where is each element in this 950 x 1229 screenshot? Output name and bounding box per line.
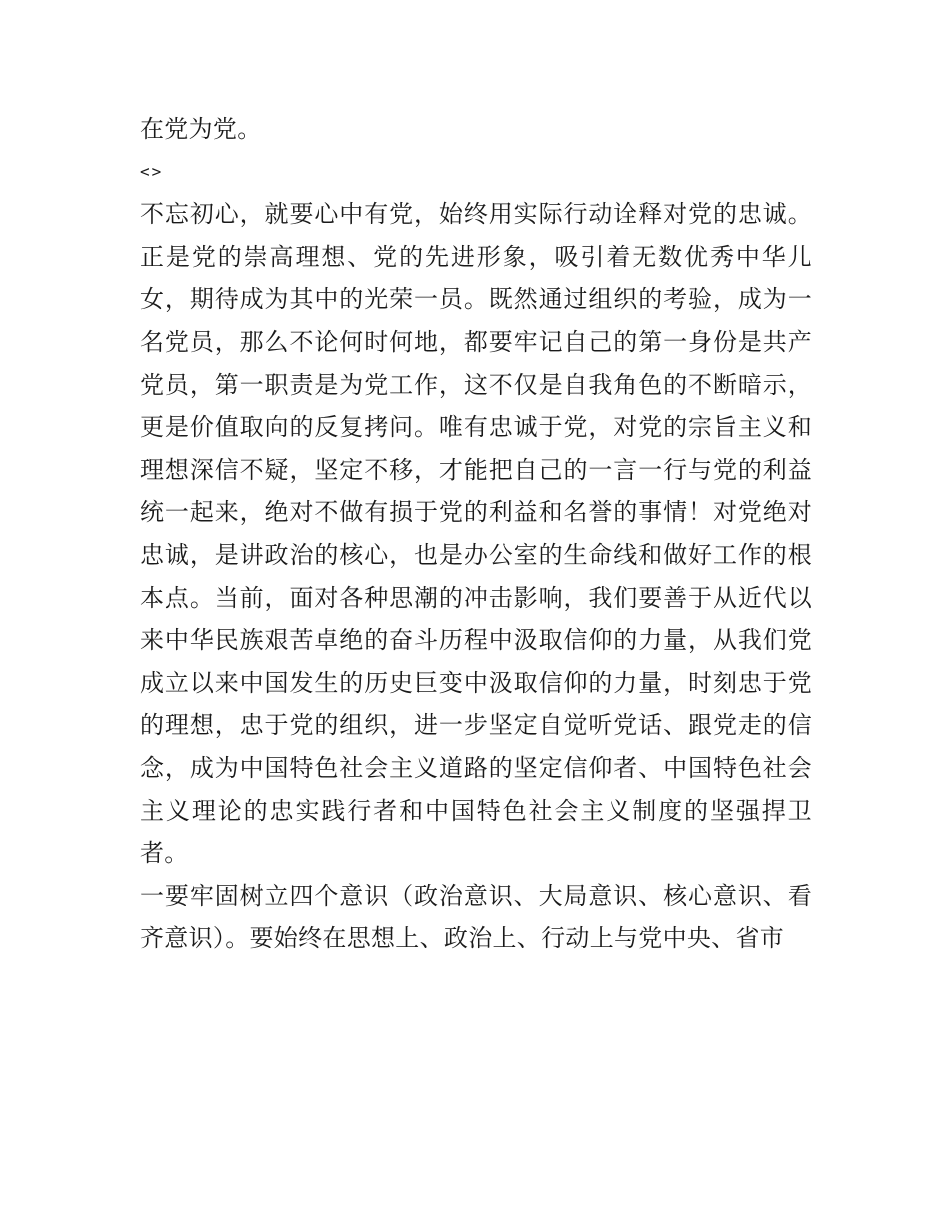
paragraph-closing-line: 在党为党。 (140, 115, 262, 143)
paragraph-marker: <> (140, 161, 164, 181)
paragraph-four-consciousness: 一要牢固树立四个意识（政治意识、大局意识、核心意识、看齐意识）。要始终在思想上、政治上、行动上与党中央、省市 (140, 881, 812, 953)
paragraph-loyalty: 不忘初心，就要心中有党，始终用实际行动诠释对党的忠诚。正是党的崇高理想、党的先进形象，吸引着无数优秀中华儿女，期待成为其中的光荣一员。既然通过组织的考验，成为一名党员，那么不论何时何地，都要牢记自己的第一身份是共产党员，第一职责是为党工作，这不仅是自我角色的不断暗示，更是价值取向的反复拷问。唯有忠诚于党，对党的宗旨主义和理想深信不疑，坚定不移，才能把自己的一言一行与党的利益统一起来，绝对不做有损于党的利益和名誉的事情！对党绝对忠诚，是讲政治的核心，也是办公室的生命线和做好工作的根本点。当前，面对各种思潮的冲击影响，我们要善于从近代以来中华民族艰苦卓绝的奋斗历程中汲取信仰的力量，从我们党成立以来中国发生的历史巨变中汲取信仰的力量，时刻忠于党的理想，忠于党的组织，进一步坚定自觉听党话、跟党走的信念，成为中国特色社会主义道路的坚定信仰者、中国特色社会主义理论的忠实践行者和中国特色社会主义制度的坚强捍卫者。 (140, 200, 812, 868)
document-body (140, 108, 812, 960)
